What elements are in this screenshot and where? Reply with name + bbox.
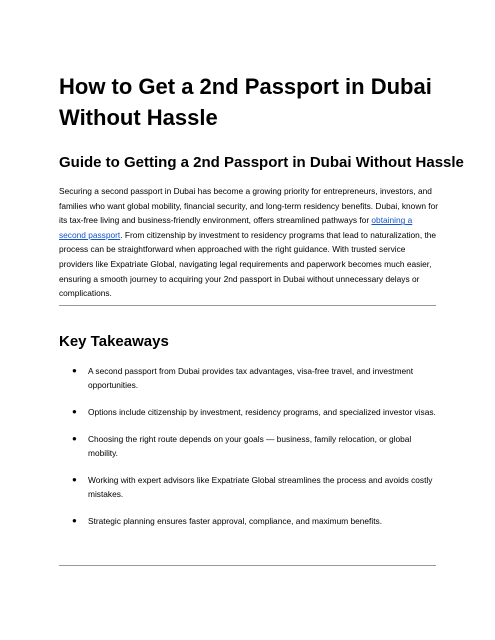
bullet-icon: ● [72, 407, 77, 416]
bullet-icon: ● [72, 515, 77, 525]
takeaway-item [59, 364, 439, 392]
takeaway-item [59, 514, 439, 528]
key-takeaways-list [59, 364, 439, 541]
intro-text-before-link: Securing a second passport in Dubai has become a growing priority for entrepreneurs, investors, and families who want global mobility, financial security, and long-term residency benefits. Dubai, known for its tax-free living and business-friendly environment, offers streamlined pathways for [59, 186, 439, 226]
takeaway-item [59, 432, 439, 460]
page-title: How to Get a 2nd Passport in Dubai Without Hassle [59, 74, 432, 130]
intro-text-after-link: . From citizenship by investment to residency programs that lead to naturalization, the process can be straightforward when approached with the right guidance. With trusted service providers like Expatriate Global, navigating legal requirements and paperwork becomes much easier, ensuring a smooth journey to acquiring your 2nd passport in Dubai without unnecessary delays or complications. [59, 229, 437, 299]
section-divider [59, 305, 436, 306]
bullet-icon: ● [72, 366, 77, 375]
takeaway-text: Strategic planning ensures faster approval, compliance, and maximum benefits. [88, 515, 383, 526]
bullet-icon: ● [72, 474, 77, 484]
takeaway-text: Working with expert advisors like Expatriate Global streamlines the process and avoids costly mistakes. [88, 474, 433, 499]
second-passport-link[interactable]: obtaining a second passport [59, 215, 413, 240]
takeaway-item [59, 473, 439, 501]
takeaway-item [59, 405, 439, 419]
takeaway-text: A second passport from Dubai provides tax advantages, visa-free travel, and investment opportunities. [88, 366, 414, 391]
intro-paragraph [59, 184, 439, 301]
key-takeaways-heading: Key Takeaways [59, 333, 169, 350]
takeaway-text: Choosing the right route depends on your goals — business, family relocation, or global mobility. [88, 433, 412, 458]
section-divider [59, 565, 436, 566]
takeaway-text: Options include citizenship by investment, residency programs, and specialized investor visas. [88, 407, 436, 417]
guide-subtitle: Guide to Getting a 2nd Passport in Dubai Without Hassle [59, 154, 464, 171]
bullet-icon: ● [72, 433, 77, 443]
